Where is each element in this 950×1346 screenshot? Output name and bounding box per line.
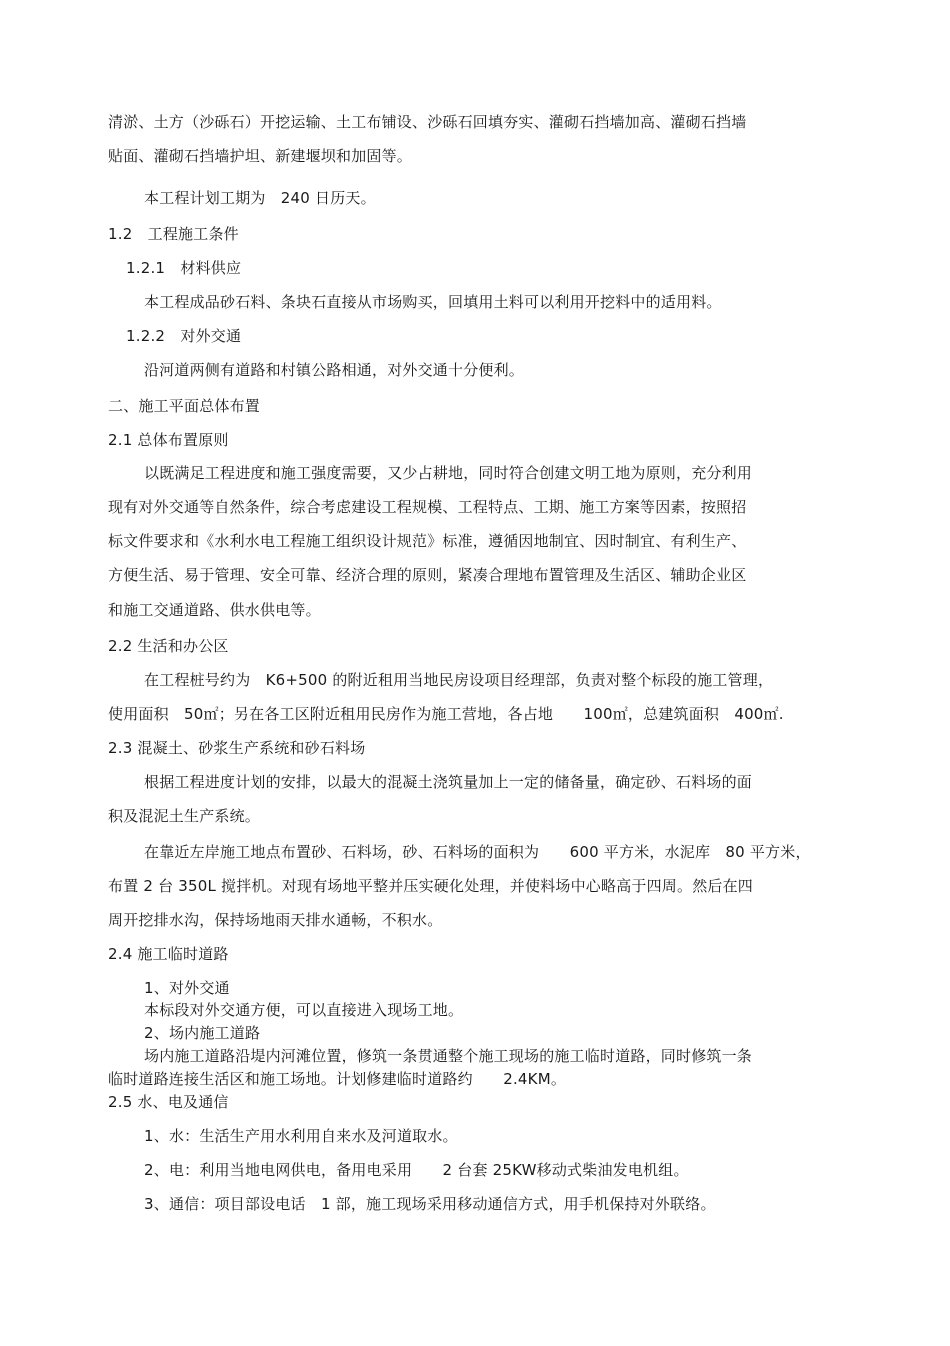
body-text: 贴面、灌砌石挡墙护坦、新建堰坝和加固等。: [108, 147, 413, 165]
section-heading: 2.1 总体布置原则: [108, 431, 229, 449]
body-text: 使用面积 50㎡；另在各工区附近租用民房作为施工营地，各占地 100㎡，总建筑面积 400㎡.: [108, 705, 784, 723]
body-text: 在工程桩号约为 K6+500 的附近租用当地民房设项目经理部，负责对整个标段的施工管理，: [144, 671, 774, 689]
body-text: 现有对外交通等自然条件，综合考虑建设工程规模、工程特点、工期、施工方案等因素，按照招: [108, 498, 747, 516]
body-text: 本工程计划工期为 240 日历天。: [144, 189, 376, 207]
list-item: 1、水：生活生产用水利用自来水及河道取水。: [144, 1127, 458, 1145]
list-item: 2、电：利用当地电网供电，备用电采用 2 台套 25KW移动式柴油发电机组。: [144, 1161, 689, 1179]
body-text: 在靠近左岸施工地点布置砂、石料场，砂、石料场的面积为 600 平方米，水泥库 80 平方米，: [144, 843, 811, 861]
body-text: 本标段对外交通方便，可以直接进入现场工地。: [144, 1001, 464, 1019]
body-text: 根据工程进度计划的安排，以最大的混凝土浇筑量加上一定的储备量，确定砂、石料场的面: [144, 773, 753, 791]
list-item-heading: 2、场内施工道路: [144, 1024, 261, 1042]
body-text: 沿河道两侧有道路和村镇公路相通，对外交通十分便利。: [144, 361, 525, 379]
body-text: 方便生活、易于管理、安全可靠、经济合理的原则，紧凑合理地布置管理及生活区、辅助企业区: [108, 566, 747, 584]
section-heading: 2.2 生活和办公区: [108, 637, 229, 655]
chapter-heading: 二、施工平面总体布置: [108, 397, 261, 415]
body-text: 清淤、土方（沙砾石）开挖运输、土工布铺设、沙砾石回填夯实、灌砌石挡墙加高、灌砌石挡墙: [108, 113, 747, 131]
body-text: 以既满足工程进度和施工强度需要，又少占耕地，同时符合创建文明工地为原则，充分利用: [144, 464, 753, 482]
section-heading: 2.5 水、电及通信: [108, 1093, 229, 1111]
section-heading: 1.2 工程施工条件: [108, 225, 239, 243]
body-text: 本工程成品砂石料、条块石直接从市场购买，回填用土料可以利用开挖料中的适用料。: [144, 293, 722, 311]
section-heading: 2.3 混凝土、砂浆生产系统和砂石料场: [108, 739, 366, 757]
list-item-heading: 1、对外交通: [144, 979, 230, 997]
body-text: 周开挖排水沟，保持场地雨天排水通畅，不积水。: [108, 911, 443, 929]
body-text: 积及混泥土生产系统。: [108, 807, 261, 825]
subsection-heading: 1.2.1 材料供应: [126, 259, 242, 277]
body-text: 和施工交通道路、供水供电等。: [108, 601, 321, 619]
list-item: 3、通信：项目部设电话 1 部，施工现场采用移动通信方式，用手机保持对外联络。: [144, 1195, 716, 1213]
subsection-heading: 1.2.2 对外交通: [126, 327, 242, 345]
section-heading: 2.4 施工临时道路: [108, 945, 229, 963]
body-text: 标文件要求和《水利水电工程施工组织设计规范》标准，遵循因地制宜、因时制宜、有利生产、: [108, 532, 747, 550]
body-text: 场内施工道路沿堤内河滩位置，修筑一条贯通整个施工现场的施工临时道路，同时修筑一条: [144, 1047, 753, 1065]
body-text: 临时道路连接生活区和施工场地。计划修建临时道路约 2.4KM。: [108, 1070, 567, 1088]
body-text: 布置 2 台 350L 搅拌机。对现有场地平整并压实硬化处理，并使料场中心略高于四周。然后在四: [108, 877, 754, 895]
